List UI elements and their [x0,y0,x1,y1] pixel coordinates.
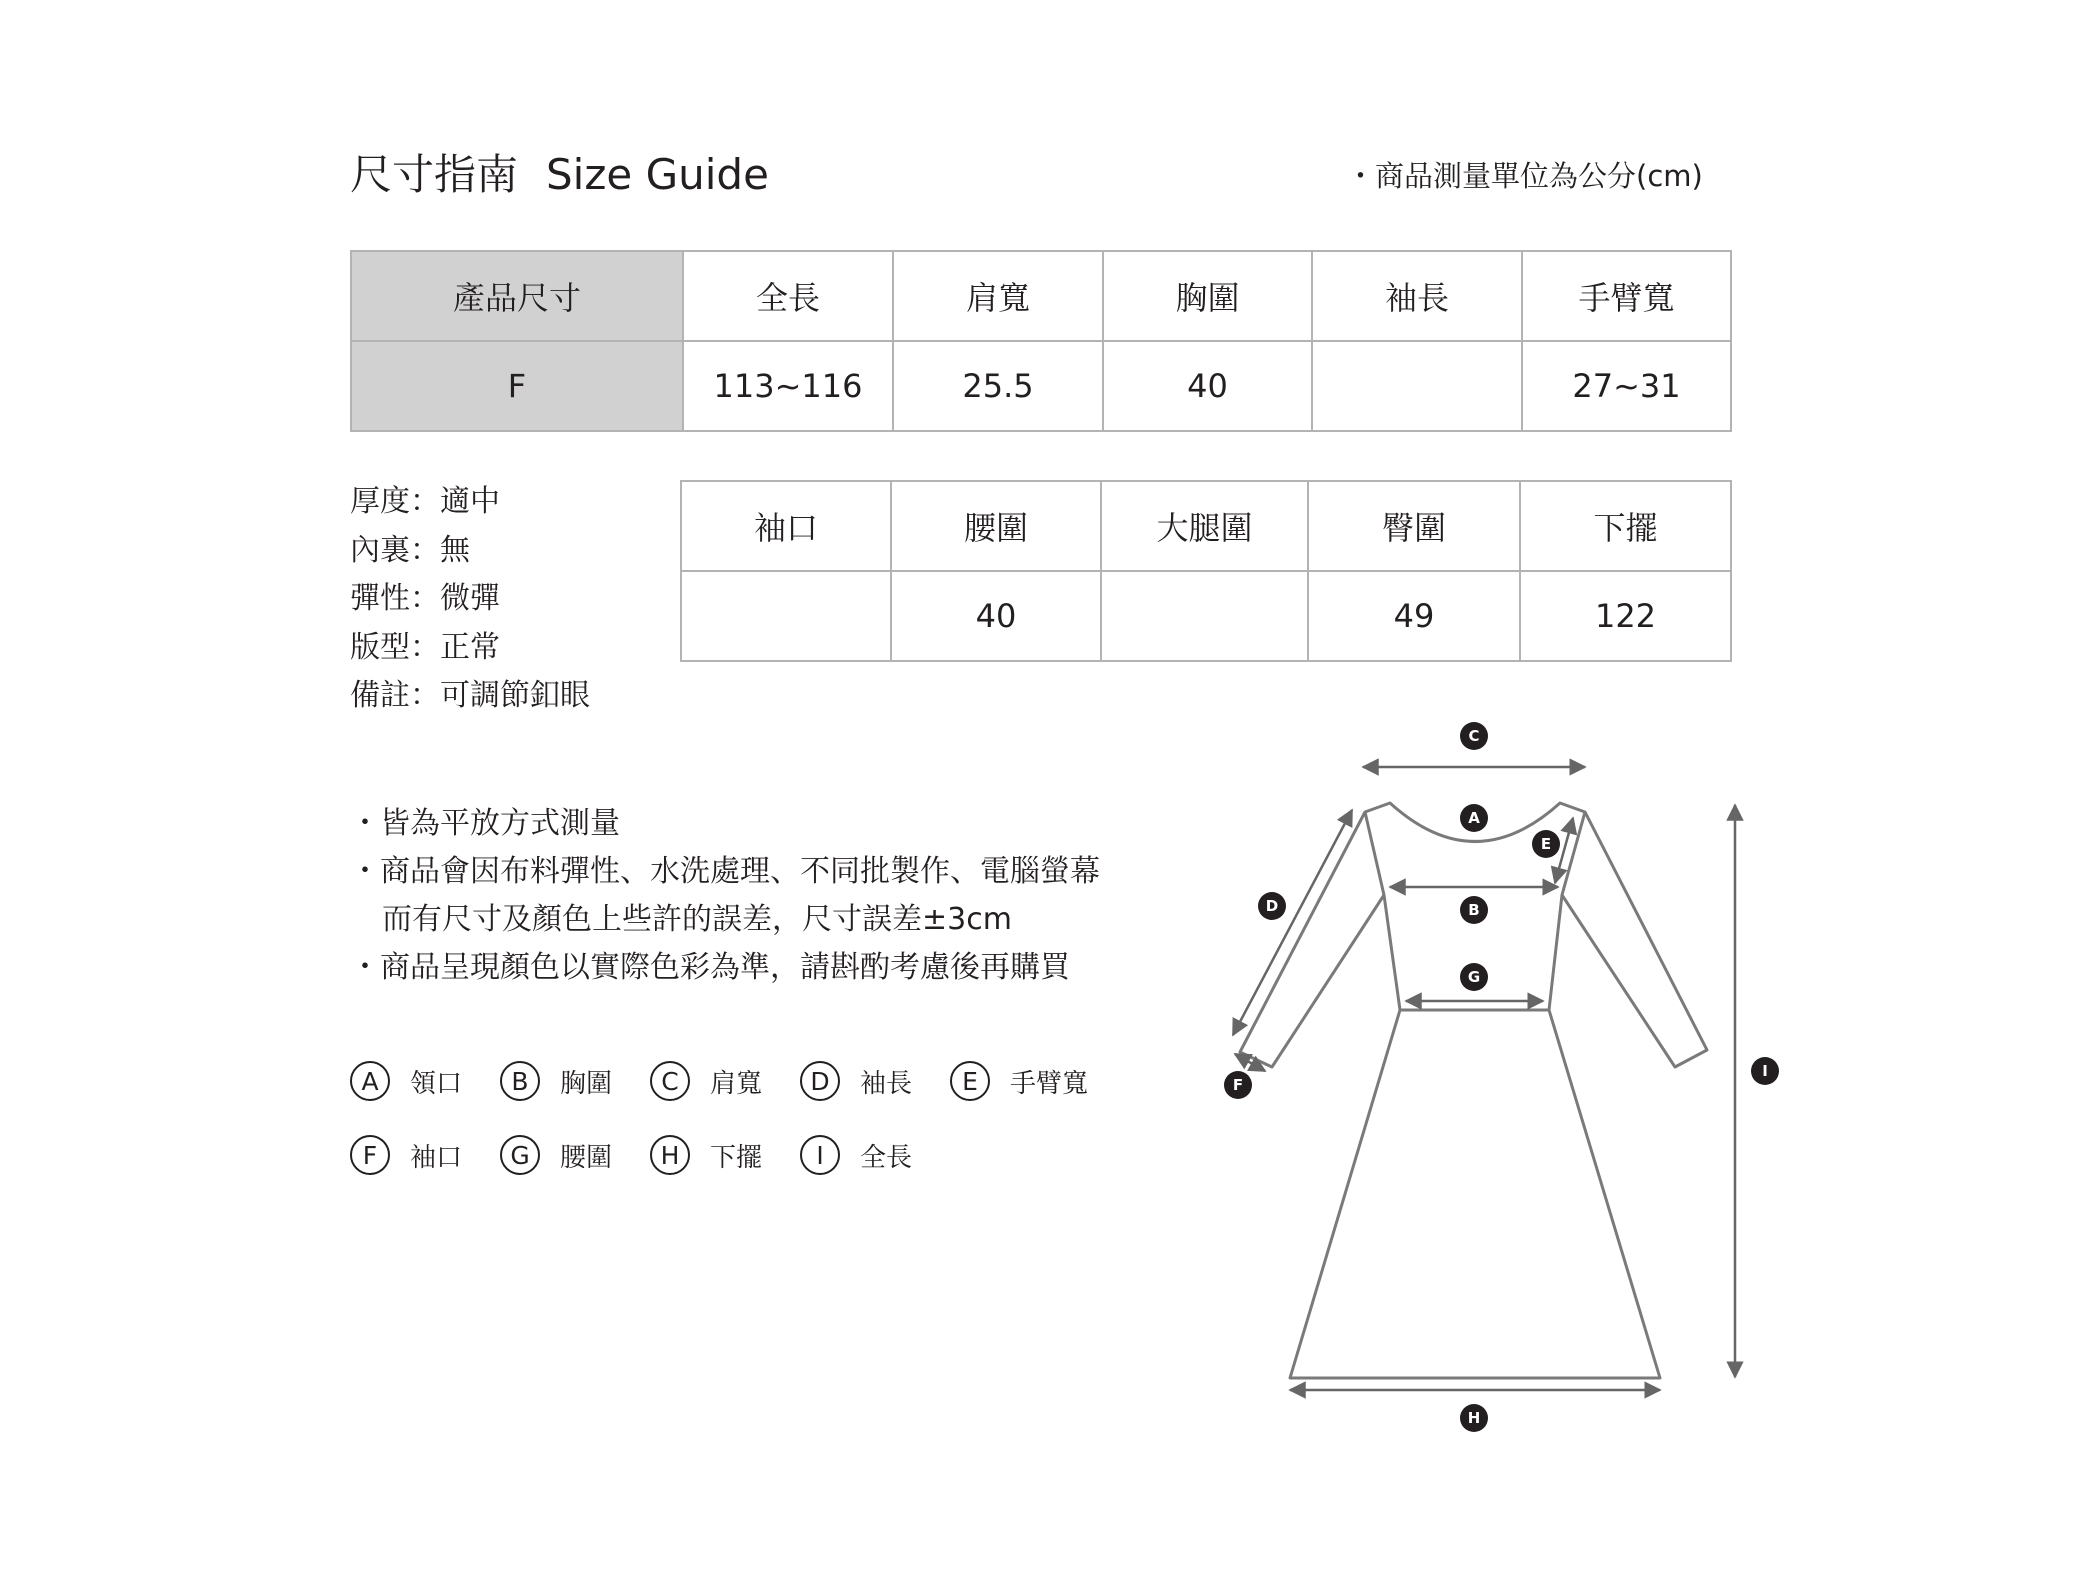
marker-label: C [1468,727,1480,745]
table-header-row [351,251,1731,341]
table-header-cell: 袖口 [681,481,891,571]
legend-label: 手臂寬 [1010,1068,1089,1099]
legend-label: 胸圍 [560,1068,613,1099]
spec-value: 微彈 [440,581,500,616]
marker-i-icon [1751,1057,1779,1085]
marker-b-icon [1460,896,1488,924]
size-table-main [350,250,1732,432]
spec-elasticity: 彈性：微彈 [350,581,500,616]
legend-label: 袖長 [860,1068,913,1099]
legend-item-c [650,1058,800,1104]
marker-label: I [1762,1062,1768,1080]
table-row [681,571,1731,661]
letter-circle-icon: F [350,1135,390,1175]
dress-measurement-diagram [1200,710,1820,1450]
title-zh: 尺寸指南 [350,150,519,199]
legend-label: 肩寬 [710,1068,763,1099]
table-cell: 113~116 [683,341,893,431]
table-header-cell: 產品尺寸 [351,251,683,341]
marker-g-icon [1460,963,1488,991]
spec-fit: 版型：正常 [350,629,500,665]
legend-item-a [350,1058,500,1104]
legend-item-i [800,1132,950,1178]
spec-value: 無 [440,532,470,568]
letter-circle-icon: I [800,1135,840,1175]
table-header-cell: 臀圍 [1308,481,1520,571]
notes [350,800,1100,992]
marker-d-icon [1258,892,1286,920]
marker-label: D [1265,897,1279,915]
note-line: ・商品呈現顏色以實際色彩為準，請斟酌考慮後再購買 [350,950,1070,985]
legend-item-g [500,1132,650,1178]
legend-label: 腰圍 [560,1142,613,1173]
marker-label: G [1467,968,1481,986]
marker-f-icon [1224,1071,1252,1099]
table-cell: 40 [1103,341,1312,431]
table-header-cell: 腰圍 [891,481,1101,571]
legend-label: 袖口 [410,1142,463,1173]
letter-circle-icon: E [950,1061,990,1101]
legend-row [350,1132,1100,1178]
spec-remark: 備註：可調節釦眼 [350,678,590,713]
letter-circle-icon: H [650,1135,690,1175]
size-table-secondary [680,480,1732,662]
letter-circle-icon: C [650,1061,690,1101]
letter-circle-icon: B [500,1061,540,1101]
letter-circle-icon: A [350,1061,390,1101]
table-cell: 122 [1520,571,1731,661]
measurement-legend [350,1058,1100,1206]
marker-label: B [1468,901,1480,919]
left-sleeve [1240,812,1384,1067]
table-cell [1101,571,1308,661]
page-title [350,142,769,202]
marker-a-icon [1460,804,1488,832]
table-cell: 25.5 [893,341,1103,431]
legend-item-h [650,1132,800,1178]
dress-skirt [1290,1010,1660,1378]
marker-e-icon [1532,830,1560,858]
table-cell [1312,341,1522,431]
table-header-cell: 大腿圍 [1101,481,1308,571]
table-header-cell: 袖長 [1312,251,1522,341]
spec-value: 可調節釦眼 [440,678,590,713]
marker-c-icon [1460,722,1488,750]
title-en: Size Guide [546,150,769,199]
spec-label: 版型 [350,629,410,665]
measure-arrows [1233,767,1735,1390]
table-header-cell: 胸圍 [1103,251,1312,341]
spec-label: 備註 [350,678,410,713]
note-line: ・商品會因布料彈性、水洗處理、不同批製作、電腦螢幕 [350,854,1100,889]
table-header-cell: 手臂寬 [1522,251,1731,341]
spec-lining: 內裏：無 [350,532,470,568]
marker-label: E [1540,835,1552,853]
marker-label: F [1232,1076,1244,1094]
table-cell [681,571,891,661]
sleeve-length-arrow [1233,810,1352,1035]
legend-label: 下擺 [710,1142,763,1173]
note-line: ・皆為平放方式測量 [350,806,620,841]
table-cell: 27~31 [1522,341,1731,431]
spec-label: 厚度 [350,484,410,519]
legend-item-e [950,1058,1100,1104]
legend-label: 全長 [860,1142,913,1173]
table-cell: F [351,341,683,431]
marker-h-icon [1460,1404,1488,1432]
spec-label: 彈性 [350,581,410,616]
table-row [351,341,1731,431]
legend-label: 領口 [410,1068,463,1099]
spec-thickness: 厚度：適中 [350,484,500,519]
spec-list [350,478,590,721]
spec-label: 內裏 [350,532,410,568]
legend-row [350,1058,1100,1104]
table-header-cell: 肩寬 [893,251,1103,341]
legend-item-d [800,1058,950,1104]
table-header-cell: 下擺 [1520,481,1731,571]
marker-label: A [1468,809,1480,827]
spec-value: 正常 [440,629,500,665]
table-header-row [681,481,1731,571]
unit-note: ・商品測量單位為公分(cm) [1346,159,1703,193]
legend-item-f [350,1132,500,1178]
table-cell: 49 [1308,571,1520,661]
right-sleeve [1562,812,1707,1067]
legend-item-b [500,1058,650,1104]
table-header-cell: 全長 [683,251,893,341]
marker-label: H [1467,1409,1481,1427]
note-line: 而有尺寸及顏色上些許的誤差，尺寸誤差±3cm [382,902,1012,937]
letter-circle-icon: D [800,1061,840,1101]
table-cell: 40 [891,571,1101,661]
letter-circle-icon: G [500,1135,540,1175]
spec-value: 適中 [440,484,500,519]
